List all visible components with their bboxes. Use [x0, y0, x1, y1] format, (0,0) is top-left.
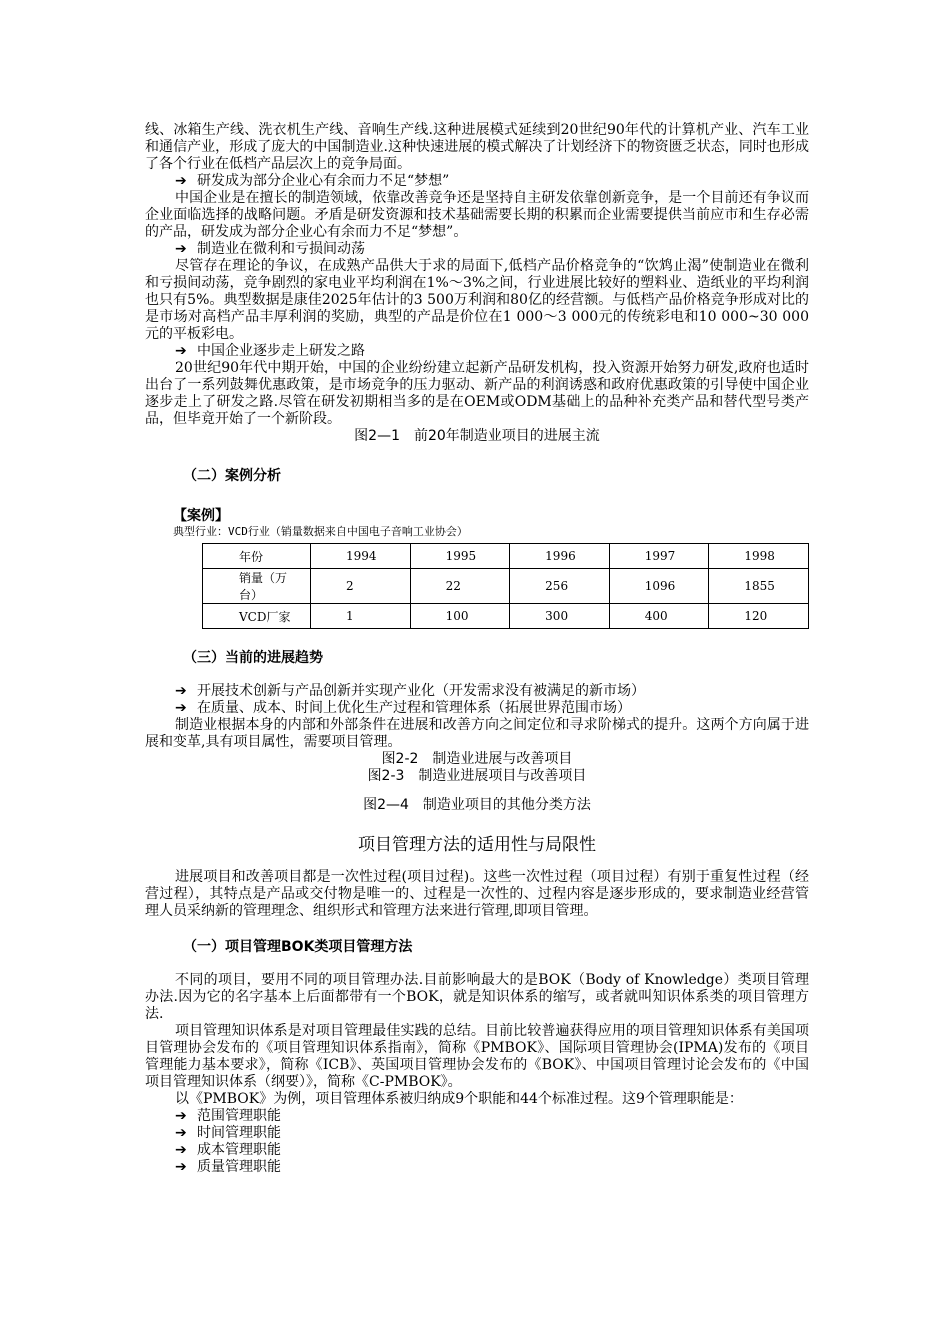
figure-caption: 图2—4 制造业项目的其他分类方法: [363, 797, 591, 813]
table-cell: 1096: [609, 569, 709, 604]
table-cell: 120: [709, 604, 809, 629]
arrow-icon: ➔: [175, 1125, 187, 1141]
paragraph: 尽管存在理论的争议，在成熟产品供大于求的局面下,低档产品价格竞争的“饮鸩止渴”使制造业在微利和亏损间动荡，竞争剧烈的家电业平均利润在1%～3%之间，行业进展比较好的塑料业、造纸业的平均利润也只有5%。典型数据是康佳2025年估计的3 500万利润和80亿的经营额。与低档产品价格竞争形成对比的是市场对高档产品丰厚利润的奖励，典型的产品是价位在1 000～3 000元的传统彩电和10 000~30 000元的平板彩电。: [145, 258, 809, 342]
table-cell: 2: [310, 569, 410, 604]
table-cell: 1: [310, 604, 410, 629]
case-caption: 典型行业：VCD行业（销量数据来自中国电子音响工业协会）: [173, 525, 468, 538]
data-table: [202, 543, 809, 629]
table-cell: 300: [510, 604, 610, 629]
arrow-icon: ➔: [175, 700, 187, 716]
table-cell: 1994: [310, 544, 410, 569]
paragraph: 不同的项目，要用不同的项目管理办法.目前影响最大的是BOK（Body of Knowledge）类项目管理办法.因为它的名字基本上后面都带有一个BOK，就是知识体系的缩写，或者就叫知识体系类的项目管理方法.: [145, 972, 809, 1022]
paragraph: 制造业根据本身的内部和外部条件在进展和改善方向之间定位和寻求阶梯式的提升。这两个方向属于进展和变革,具有项目属性，需要项目管理。: [145, 717, 809, 750]
table-row: [203, 604, 809, 629]
figure-caption: 图2-3 制造业进展项目与改善项目: [367, 768, 587, 784]
table-cell: 1998: [709, 544, 809, 569]
arrow-icon: ➔: [175, 1159, 187, 1175]
section-heading: （二）案例分析: [183, 468, 281, 484]
table-cell: 22: [410, 569, 510, 604]
section-heading: （一）项目管理BOK类项目管理方法: [183, 939, 413, 955]
table-row: [203, 544, 809, 569]
page-title: 项目管理方法的适用性与局限性: [358, 835, 596, 855]
bullet-item: ➔ 开展技术创新与产品创新并实现产业化（开发需求没有被满足的新市场）: [175, 683, 645, 699]
bullet-item: ➔ 时间管理职能: [175, 1125, 281, 1141]
table-cell: 100: [410, 604, 510, 629]
paragraph: 中国企业是在擅长的制造领域，依靠改善竞争还是坚持自主研发依靠创新竞争，是一个目前还有争议而企业面临选择的战略问题。矛盾是研发资源和技术基础需要长期的积累而企业需要提供当前应市和生存必需的产品，研发成为部分企业心有余而力不足“梦想”。: [145, 190, 809, 240]
table-cell: VCD厂家: [203, 604, 311, 629]
bullet-item: ➔ 质量管理职能: [175, 1159, 281, 1175]
paragraph: 线、冰箱生产线、洗衣机生产线、音响生产线.这种进展模式延续到20世纪90年代的计算机产业、汽车工业和通信产业，形成了庞大的中国制造业.这种快速进展的模式解决了计划经济下的物资匮乏状态，同时也形成了各个行业在低档产品层次上的竞争局面。: [145, 122, 809, 172]
table-cell: 1997: [609, 544, 709, 569]
paragraph: 进展项目和改善项目都是一次性过程(项目过程)。这些一次性过程（项目过程）有别于重复性过程（经营过程），其特点是产品或交付物是唯一的、过程是一次性的、过程内容是逐步形成的，要求制造业经营管理人员采纳新的管理理念、组织形式和管理方法来进行管理,即项目管理。: [145, 869, 809, 919]
arrow-icon: ➔: [175, 173, 187, 189]
table-cell: 256: [510, 569, 610, 604]
table-cell: 1995: [410, 544, 510, 569]
bullet-item: ➔ 制造业在微利和亏损间动荡: [175, 241, 365, 257]
bullet-item: ➔ 中国企业逐步走上研发之路: [175, 343, 365, 359]
arrow-icon: ➔: [175, 343, 187, 359]
table-cell: 年份: [203, 544, 311, 569]
table-cell: 1996: [510, 544, 610, 569]
arrow-icon: ➔: [175, 241, 187, 257]
arrow-icon: ➔: [175, 683, 187, 699]
table-cell: 1855: [709, 569, 809, 604]
document-page: [145, 122, 809, 1176]
bullet-item: ➔ 成本管理职能: [175, 1142, 281, 1158]
table-cell: 销量（万台）: [203, 569, 311, 604]
paragraph: 20世纪90年代中期开始，中国的企业纷纷建立起新产品研发机构，投入资源开始努力研发,政府也适时出台了一系列鼓舞优惠政策，是市场竞争的压力驱动、新产品的利润诱惑和政府优惠政策的引导使中国企业逐步走上了研发之路.尽管在研发初期相当多的是在OEM或ODM基础上的品种补充类产品和替代型号类产品，但毕竟开始了一个新阶段。: [145, 360, 809, 427]
case-label: 【案例】: [173, 508, 229, 524]
bullet-item: ➔ 研发成为部分企业心有余而力不足“梦想”: [175, 173, 450, 189]
arrow-icon: ➔: [175, 1108, 187, 1124]
paragraph: 以《PMBOK》为例，项目管理体系被归纳成9个职能和44个标准过程。这9个管理职能是：: [175, 1091, 743, 1107]
table-cell: 400: [609, 604, 709, 629]
table-row: [203, 569, 809, 604]
arrow-icon: ➔: [175, 1142, 187, 1158]
paragraph: 项目管理知识体系是对项目管理最佳实践的总结。目前比较普遍获得应用的项目管理知识体系有美国项目管理协会发布的《项目管理知识体系指南》，简称《PMBOK》、国际项目管理协会(IPMA)发布的《项目管理能力基本要求》，简称《ICB》、英国项目管理协会发布的《BOK》、中国项目管理讨论会发布的《中国项目管理知识体系（纲要）》，简称《C-PMBOK》。: [145, 1023, 809, 1090]
bullet-item: ➔ 在质量、成本、时间上优化生产过程和管理体系（拓展世界范围市场）: [175, 700, 631, 716]
figure-caption: 图2—1 前20年制造业项目的进展主流: [354, 428, 600, 444]
figure-caption: 图2-2 制造业进展与改善项目: [381, 751, 573, 767]
section-heading: （三）当前的进展趋势: [183, 650, 323, 666]
bullet-item: ➔ 范围管理职能: [175, 1108, 281, 1124]
